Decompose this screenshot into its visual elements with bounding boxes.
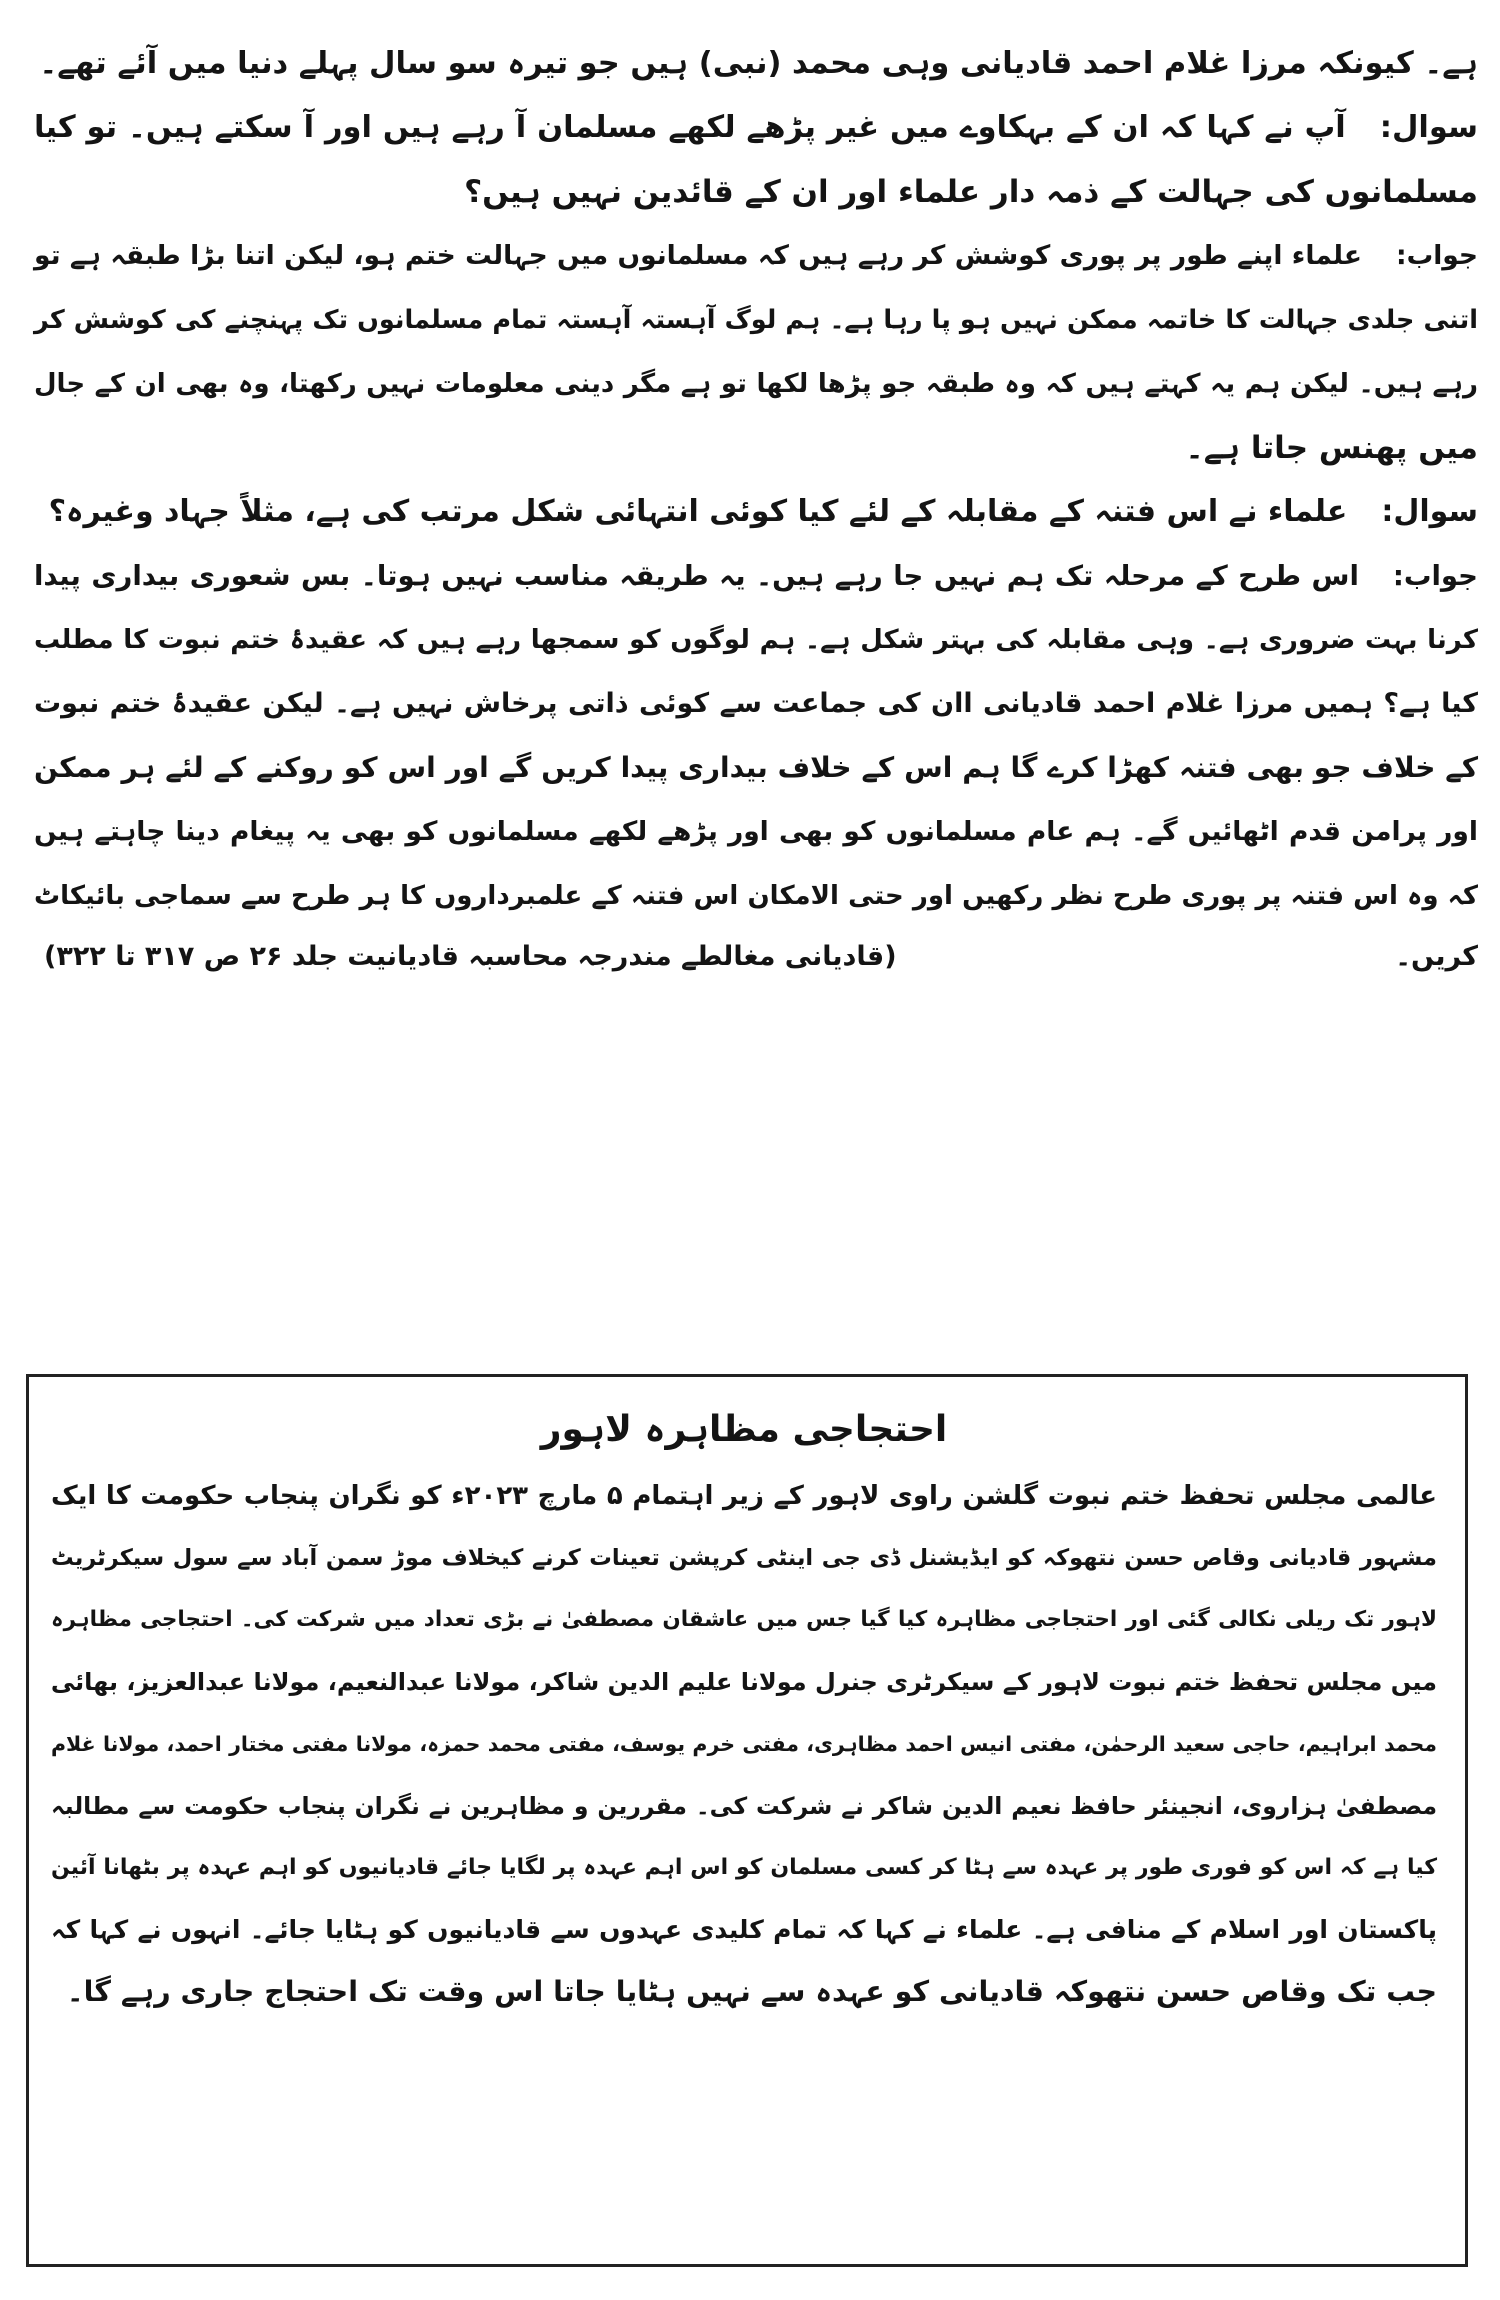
closing-text: کریں۔ [1395,941,1478,972]
answer-label: جواب: [1392,560,1478,592]
text-line: عالمی مجلس تحفظ ختم نبوت گلشن راوی لاہور کے زیر اہتمام ۵ مارچ ۲۰۲۳ء کو نگران پنجاب حکومت کا ایک [51,1481,1437,1511]
text-line: لاہور تک ریلی نکالی گئی اور احتجاجی مظاہرہ کیا گیا جس میں عاشقان مصطفیٰ نے بڑی تعداد میں شرکت کی۔ احتجاجی مظاہرہ [51,1607,1437,1632]
answer-label: جواب: [1395,240,1478,271]
text-line: میں پھنس جاتا ہے۔ [1185,430,1478,466]
question-2 [34,480,1478,544]
answer-2 [34,544,1478,986]
text-line: اتنی جلدی جہالت کا خاتمہ ممکن نہیں ہو پا رہا ہے۔ ہم لوگ آہستہ آہستہ تمام مسلمانوں تک پہنچنے کی کوشش کر [34,305,1478,335]
text-line: کے خلاف جو بھی فتنہ کھڑا کرے گا ہم اس کے خلاف بیداری پیدا کریں گے اور اس کو روکنے کے لئے ہر ممکن [34,751,1478,784]
news-box-title: احتجاجی مظاہرہ لاہور [540,1409,948,1450]
text-line: اور پرامن قدم اٹھائیں گے۔ ہم عام مسلمانوں کو بھی اور پڑھے لکھے مسلمانوں کو بھی یہ پیغام دینا چاہتے ہیں [34,816,1478,847]
answer-text: اس طرح کے مرحلہ تک ہم نہیں جا رہے ہیں۔ یہ طریقہ مناسب نہیں ہوتا۔ بس شعوری بیداری پیدا [34,560,1359,592]
question-text: علماء نے اس فتنہ کے مقابلہ کے لئے کیا کوئی انتہائی شکل مرتب کی ہے، مثلاً جہاد وغیرہ؟ [48,494,1348,529]
question-label: سوال: [1381,494,1478,529]
text-line: مسلمانوں کی جہالت کے ذمہ دار علماء اور ان کے قائدین نہیں ہیں؟ [464,174,1478,210]
question-label: سوال: [1379,110,1478,145]
interview-section [34,32,1478,986]
text-line [34,96,1478,160]
text-line: میں مجلس تحفظ ختم نبوت لاہور کے سیکرٹری جنرل مولانا علیم الدین شاکر، مولانا عبدالنعیم، مولانا عبدالعزیز، بھائی [50,1668,1437,1696]
question-text: آپ نے کہا کہ ان کے بہکاوے میں غیر پڑھے لکھے مسلمان آ رہے ہیں اور آ سکتے ہیں۔ تو کیا [34,110,1346,145]
text-line: مشہور قادیانی وقاص حسن نتھوکہ کو ایڈیشنل ڈی جی اینٹی کرپشن تعینات کرنے کیخلاف موڑ سمن آباد سے سول سیکرٹریٹ [51,1545,1437,1571]
question-1 [34,96,1478,224]
text-line: پاکستان اور اسلام کے منافی ہے۔ علماء نے کہا کہ تمام کلیدی عہدوں سے قادیانیوں کو ہٹایا جائے۔ انہوں نے کہا کہ [51,1915,1437,1944]
text-line [34,224,1478,288]
source-reference: (قادیانی مغالطے مندرجہ محاسبہ قادیانیت جلد ۲۶ ص ۳۱۷ تا ۳۲۲) [44,941,897,972]
text-line: رہے ہیں۔ لیکن ہم یہ کہتے ہیں کہ وہ طبقہ جو پڑھا لکھا تو ہے مگر دینی معلومات نہیں رکھتا، وہ بھی ان کے جال [34,369,1478,399]
continuation-paragraph [34,32,1478,96]
text-line [34,544,1478,608]
news-box [26,1374,1468,2267]
text-line: محمد ابراہیم، حاجی سعید الرحمٰن، مفتی انیس احمد مظاہری، مفتی خرم یوسف، مفتی محمد حمزہ، مولانا مفتی مختار احمد، مولانا غلام [51,1732,1437,1756]
source-line [34,928,1478,986]
text-line: جب تک وقاص حسن نتھوکہ قادیانی کو عہدہ سے نہیں ہٹایا جاتا اس وقت تک احتجاج جاری رہے گا۔ [66,1975,1437,2008]
text-line: مصطفیٰ ہزاروی، انجینئر حافظ نعیم الدین شاکر نے شرکت کی۔ مقررین و مظاہرین نے نگران پنجاب حکومت سے مطالبہ [51,1792,1437,1820]
answer-1 [34,224,1478,480]
text-line [34,480,1478,544]
text-line: ہے۔ کیونکہ مرزا غلام احمد قادیانی وہی محمد (نبی) ہیں جو تیرہ سو سال پہلے دنیا میں آئے تھے۔ [39,46,1478,81]
text-line: کرنا بہت ضروری ہے۔ وہی مقابلہ کی بہتر شکل ہے۔ ہم لوگوں کو سمجھا رہے ہیں کہ عقیدۂ ختم نبوت کا مطلب [34,625,1478,655]
text-line: کہ وہ اس فتنہ پر پوری طرح نظر رکھیں اور حتی الامکان اس فتنہ کے علمبرداروں کا ہر طرح سے سماجی بائیکاٹ [34,881,1478,911]
text-line: کیا ہے کہ اس کو فوری طور پر عہدہ سے ہٹا کر کسی مسلمان کو اس اہم عہدہ پر لگایا جائے قادیانیوں کو اہم عہدہ پر بٹھانا آئین [51,1855,1437,1880]
text-line: کیا ہے؟ ہمیں مرزا غلام احمد قادیانی اان کی جماعت سے کوئی ذاتی پرخاش نہیں ہے۔ لیکن عقیدۂ ختم نبوت [34,688,1478,719]
news-box-content [51,1395,1437,2023]
answer-text: علماء اپنے طور پر پوری کوشش کر رہے ہیں کہ مسلمانوں میں جہالت ختم ہو، لیکن اتنا بڑا طبقہ ہے تو [34,240,1362,271]
